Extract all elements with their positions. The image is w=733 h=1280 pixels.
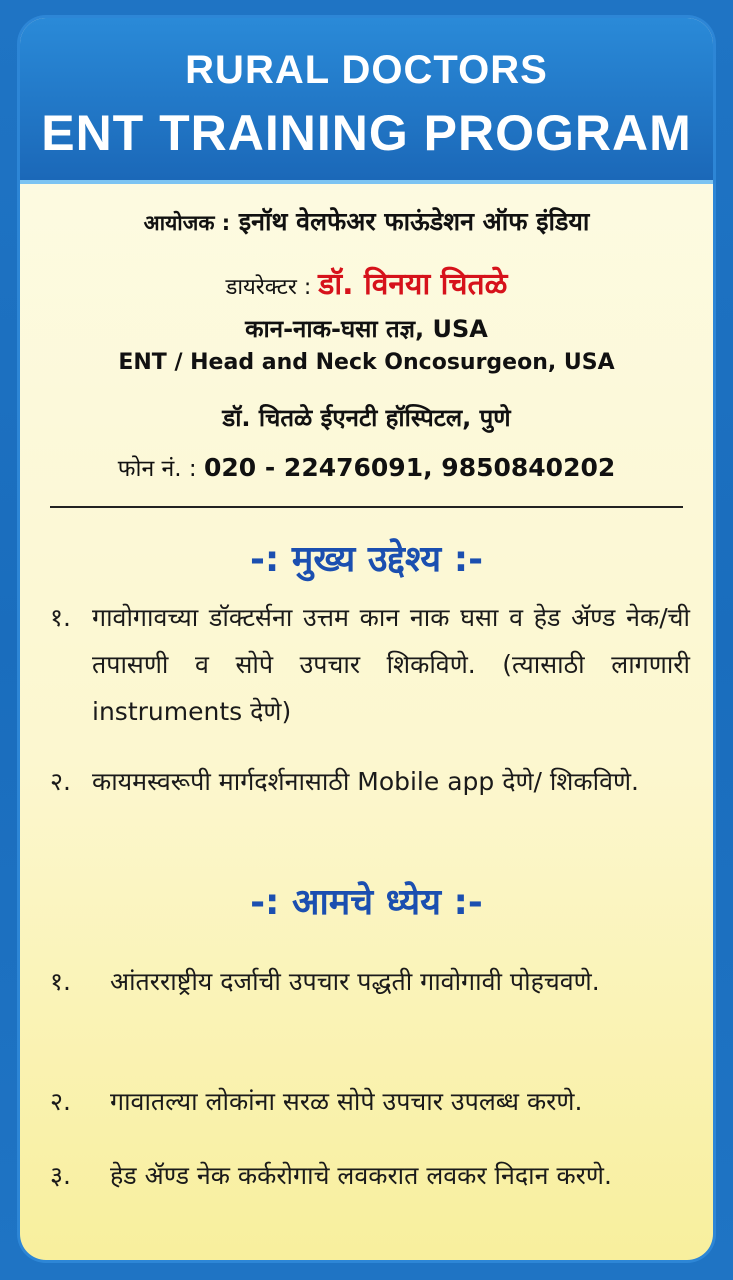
objective-number: १. [50,603,71,632]
goals-title: -: आमचे ध्येय :- [250,882,483,923]
objectives-title: -: मुख्य उद्देश्य :- [249,539,484,580]
goal-number: २. [50,1087,71,1116]
phone-numbers: 020 - 22476091, 9850840202 [203,453,616,482]
hospital-name: डॉ. चितळे ईएनटी हॉस्पिटल, पुणे [222,404,511,432]
objective-text: कायमस्वरूपी मार्गदर्शनासाठी Mobile app देणे/ शिकविणे. [92,767,639,796]
director-label: डायरेक्टर : [225,275,312,300]
specialty-marathi: कान-नाक-घसा तज्ञ, USA [245,315,488,343]
organizer-line [20,204,713,238]
goal-text: हेड ॲण्ड नेक कर्करोगाचे लवकरात लवकर निदान करणे. [110,1161,612,1190]
flyer-card [20,18,713,1260]
goal-text: आंतरराष्ट्रीय दर्जाची उपचार पद्धती गावोगावी पोहचवणे. [110,967,600,996]
header-line-2: ENT TRAINING PROGRAM [41,105,692,161]
phone-label: फोन नं. : [117,456,197,482]
header-banner [20,18,713,184]
phone-line [20,451,713,483]
director-name: डॉ. विनया चितळे [318,267,508,302]
goal-text: गावातल्या लोकांना सरळ सोपे उपचार उपलब्ध करणे. [110,1087,583,1116]
organizer-name: इनॉथ वेलफेअर फाऊंडेशन ऑफ इंडिया [238,207,590,236]
goal-number: ३. [50,1161,71,1190]
objective-text: गावोगावच्या डॉक्टर्सना उत्तम कान नाक घसा व हेड ॲण्ड नेक/ची तपासणी व सोपे उपचार शिकविणे. (त्यासाठी लागणारी instruments देणे) [92,603,690,726]
organizer-label: आयोजक : [143,211,231,235]
objective-number: २. [50,767,71,796]
director-line [20,262,713,303]
goal-number: १. [50,967,71,996]
divider [50,506,683,508]
specialty-english: ENT / Head and Neck Oncosurgeon, USA [118,350,615,375]
header-line-1: RURAL DOCTORS [185,48,548,92]
